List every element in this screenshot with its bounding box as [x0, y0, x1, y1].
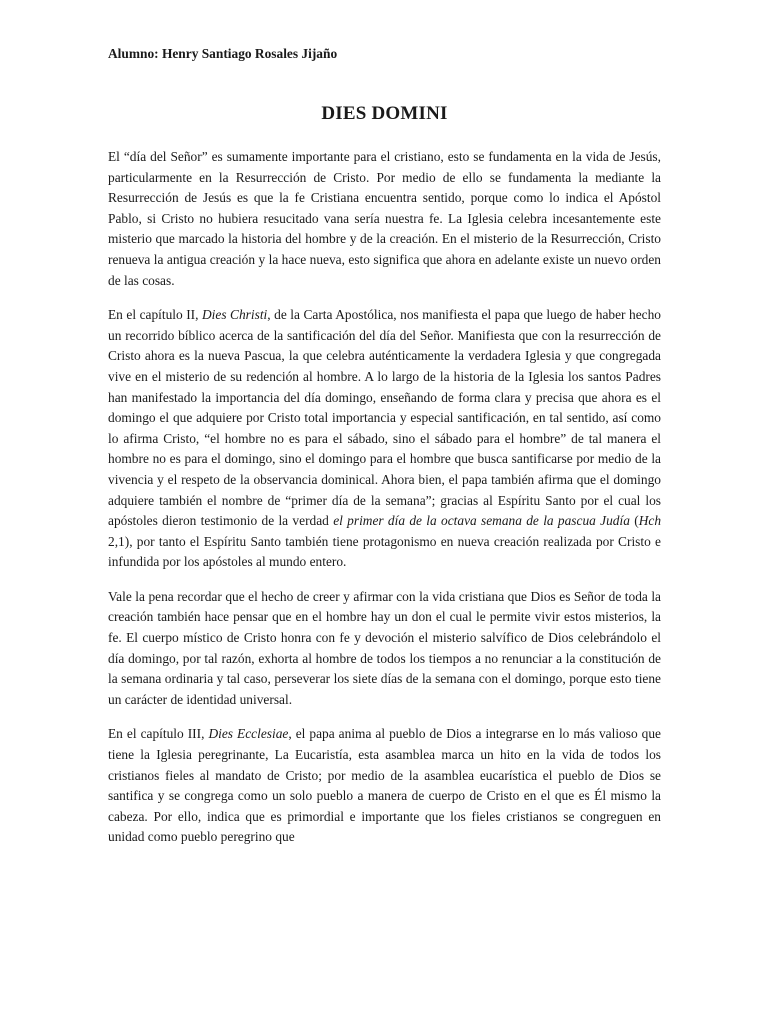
paragraph-text: El “día del Señor” es sumamente importante para el cristiano, esto se fundamenta en la vida de Jesús, particularmente en la Resurrección de Cristo. Por medio de ello se fundamenta la mediante la Resurrección de Jesús es que la fe Cristiana encuentra sentido, porque como lo indica el Apóstol Pablo, si Cristo no hubiera resucitado vana sería nuestra fe. La Iglesia celebra incesantemente este misterio que marcado la historia del hombre y de la creación. En el misterio de la Resurrección, Cristo renueva la antigua creación y la hace nueva, esto significa que ahora en adelante existe un nuevo orden de las cosas.	[108, 149, 661, 288]
paragraph-text: 2,1), por tanto el Espíritu Santo también tiene protagonismo en nueva creación realizada por Cristo e infundida por los apóstoles al mundo entero.	[108, 533, 661, 570]
paragraph-3	[108, 587, 661, 711]
italic-text: Dies Christi	[202, 307, 268, 323]
italic-text: Hch	[638, 513, 662, 529]
paragraph-text: Vale la pena recordar que el hecho de creer y afirmar con la vida cristiana que Dios es Señor de toda la creación también hace pensar que en el hombre hay un don el cual le permite vivir estos misterios, la fe. El cuerpo místico de Cristo honra con fe y devoción el misterio salvífico de Dios celebrándolo el día domingo, por tal razón, exhorta al hombre de todos los tiempos a no renunciar a la constitución de la semana ordinaria y tal caso, perseverar los siete días de la semana con el domingo, porque esto tiene un carácter de identidad universal.	[108, 588, 661, 707]
paragraph-4	[108, 724, 661, 848]
student-name: Alumno: Henry Santiago Rosales Jijaño	[108, 46, 338, 61]
document-page	[108, 44, 661, 862]
paragraph-text: En el capítulo III,	[108, 726, 209, 742]
paragraph-text: , de la Carta Apostólica, nos manifiesta el papa que luego de haber hecho un recorrido bíblico acerca de la santificación del día del Señor. Manifiesta que con la resurrección de Cristo ahora es la nueva Pascua, la que celebra auténticamente la verdadera Iglesia y que congregada vive en el misterio de su redención al hombre. A lo largo de la historia de la Iglesia los santos Padres han manifestado la importancia del día domingo, enseñando de forma clara y precisa que ahora es el domingo el que adquiere por Cristo total importancia y especial santificación, en tal sentido, así como lo afirma Cristo, “el hombre no es para el sábado, sino el sábado para el hombre” de tal manera el hombre no es para el domingo, sino el domingo para el hombre que busca santificarse por medio de la vivencia y el respeto de la observancia dominical. Ahora bien, el papa también afirma que el domingo adquiere también el nombre de “primer día de la semana”; gracias al Espíritu Santo por el cual los apóstoles dieron testimonio de la verdad	[108, 307, 661, 529]
italic-text: el primer día de la octava semana de la pascua Judía	[333, 513, 630, 529]
paragraph-text: En el capítulo II,	[108, 307, 202, 323]
paragraph-text: , el papa anima al pueblo de Dios a integrarse en lo más valioso que tiene la Iglesia peregrinante, La Eucaristía, esta asamblea marca un hito en la vida de todos los cristianos fieles al mandato de Cristo; por medio de la asamblea eucarística el pueblo de Dios se santifica y se congrega como un solo pueblo a manera de cuerpo de Cristo en el que es Él mismo la cabeza. Por ello, indica que es primordial e importante que los fieles cristianos se congreguen en unidad como pueblo peregrino que	[108, 726, 661, 845]
paragraph-text: (	[629, 513, 639, 529]
italic-text: Dies Ecclesiae	[208, 726, 289, 742]
paragraph-1	[108, 147, 661, 291]
document-title: DIES DOMINI	[321, 103, 448, 124]
paragraph-2	[108, 305, 661, 573]
